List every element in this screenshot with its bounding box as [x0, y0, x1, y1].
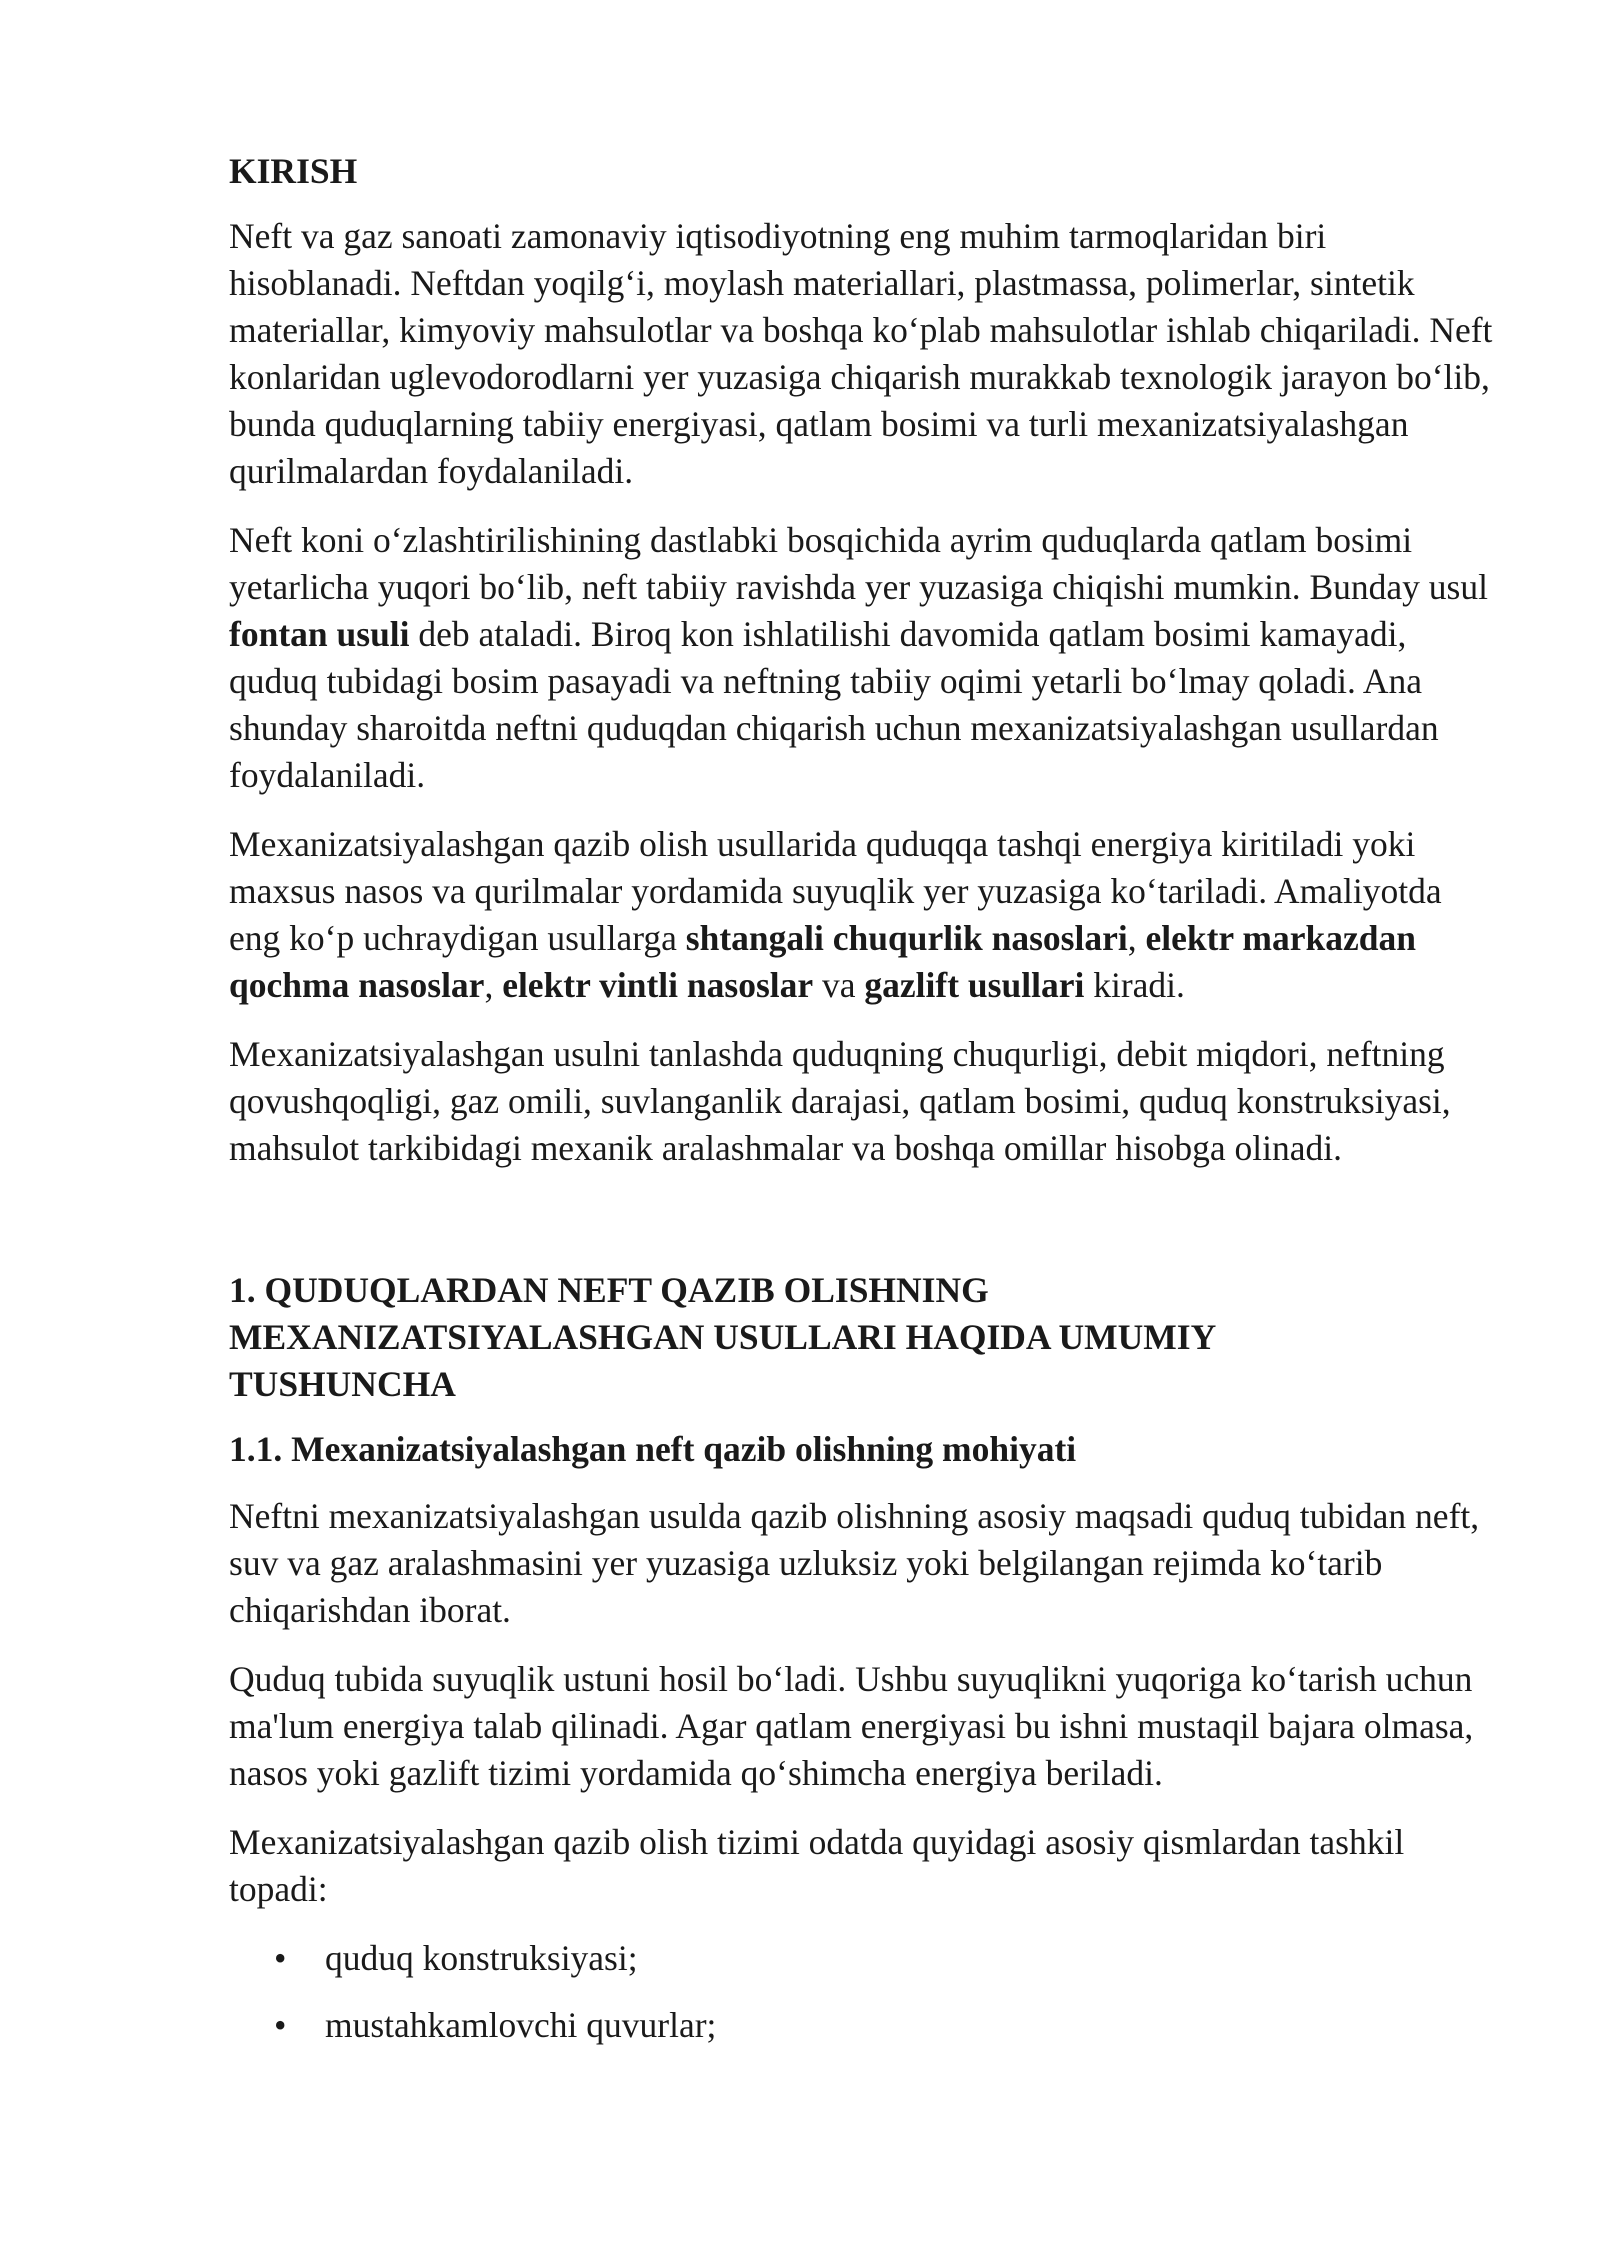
bold-term-vintli: elektr vintli nasoslar: [502, 965, 814, 1005]
bold-term-shtangali: shtangali chuqurlik nasoslari: [685, 918, 1128, 958]
section-paragraph-3: Mexanizatsiyalashgan qazib olish tizimi odatda quyidagi asosiy qismlardan tashkil topadi:: [229, 1822, 1405, 1909]
list-item: [229, 2002, 1499, 2049]
list-item: [229, 1935, 1499, 1982]
bullet-icon: •: [274, 2005, 287, 2045]
bold-term-fontan: fontan usuli: [229, 614, 410, 654]
section-paragraph-1: Neftni mexanizatsiyalashgan usulda qazib olishning asosiy maqsadi quduq tubidan neft, suv va gaz aralashmasini yer yuzasiga uzluksiz yoki belgilangan rejimda ko‘tarib chiqarishdan iborat.: [229, 1496, 1480, 1630]
list-item-text: mustahkamlovchi quvurlar;: [325, 2005, 717, 2045]
bold-term-markazdan: elektr markazdan qochma nasoslar: [229, 918, 1416, 1005]
document-page: [229, 148, 1499, 2069]
text-run: deb ataladi. Biroq kon ishlatilishi davomida qatlam bosimi kamayadi, quduq tubidagi bosim pasayadi va neftning tabiiy oqimi yetarli bo‘lmay qoladi. Ana shunday sharoitda neftni quduqdan chiqarish uchun mexanizatsiyalashgan usullardan foydalaniladi.: [229, 614, 1439, 795]
text-run: kiradi.: [1084, 965, 1185, 1005]
section-paragraph-2: Quduq tubida suyuqlik ustuni hosil bo‘ladi. Ushbu suyuqlikni yuqoriga ko‘tarish uchun ma'lum energiya talab qilinadi. Agar qatlam energiyasi bu ishni mustaqil bajara olmasa, nasos yoki gazlift tizimi yordamida qo‘shimcha energiya beriladi.: [229, 1659, 1474, 1793]
text-run: Mexanizatsiyalashgan qazib olish usullarida quduqqa tashqi energiya kiritiladi yoki maxsus nasos va qurilmalar yordamida suyuqlik yer yuzasiga ko‘tariladi. Amaliyotda eng ko‘p uchraydigan usullarga: [229, 824, 1442, 958]
text-run: ,: [484, 965, 503, 1005]
text-run: va: [813, 965, 865, 1005]
intro-paragraph-1: Neft va gaz sanoati zamonaviy iqtisodiyotning eng muhim tarmoqlaridan biri hisoblanadi. Neftdan yoqilg‘i, moylash materiallari, plastmassa, polimerlar, sintetik materiallar, kimyoviy mahsulotlar va boshqa ko‘plab mahsulotlar ishlab chiqariladi. Neft konlaridan uglevodorodlarni yer yuzasiga chiqarish murakkab texnologik jarayon bo‘lib, bunda quduqlarning tabiiy energiyasi, qatlam bosimi va turli mexanizatsiyalashgan qurilmalardan foydalaniladi.: [229, 216, 1493, 491]
section-1-1-heading: 1.1. Mexanizatsiyalashgan neft qazib olishning mohiyati: [229, 1429, 1077, 1469]
list-item-text: quduq konstruksiyasi;: [325, 1938, 638, 1978]
intro-heading: KIRISH: [229, 151, 358, 191]
components-list: [229, 1935, 1499, 2049]
text-run: Neft koni o‘zlashtirilishining dastlabki bosqichida ayrim quduqlarda qatlam bosimi yetarlicha yuqori bo‘lib, neft tabiiy ravishda yer yuzasiga chiqishi mumkin. Bunday usul: [229, 520, 1488, 607]
intro-paragraph-2: [229, 517, 1499, 799]
intro-paragraph-3: [229, 821, 1499, 1009]
bold-term-gazlift: gazlift usullari: [864, 965, 1085, 1005]
section-1-heading: 1. QUDUQLARDAN NEFT QAZIB OLISHNING MEXANIZATSIYALASHGAN USULLARI HAQIDA UMUMIY TUSHUNCHA: [229, 1270, 1215, 1404]
text-run: ,: [1127, 918, 1146, 958]
bullet-icon: •: [274, 1938, 287, 1978]
intro-paragraph-4: Mexanizatsiyalashgan usulni tanlashda quduqning chuqurligi, debit miqdori, neftning qovushqoqligi, gaz omili, suvlanganlik darajasi, qatlam bosimi, quduq konstruksiyasi, mahsulot tarkibidagi mexanik aralashmalar va boshqa omillar hisobga olinadi.: [229, 1034, 1451, 1168]
